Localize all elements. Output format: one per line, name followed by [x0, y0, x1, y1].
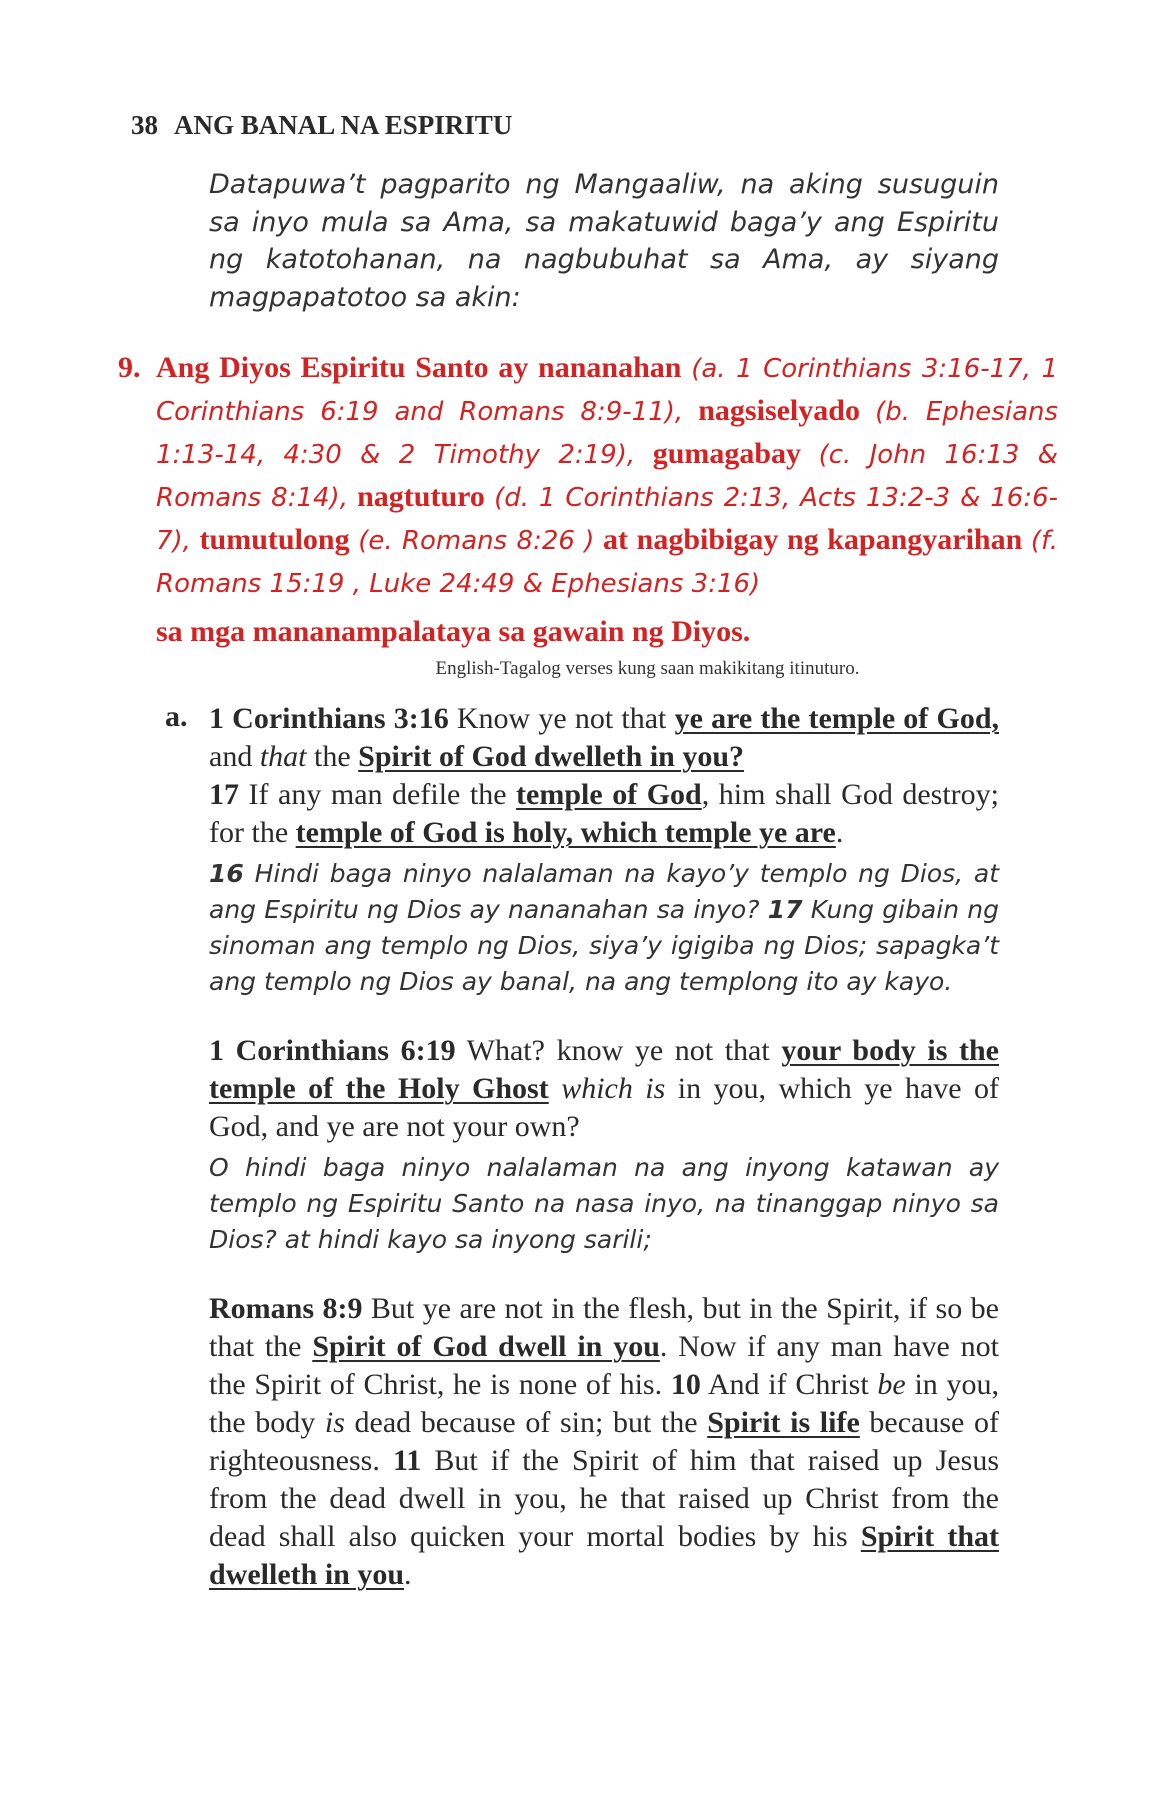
chapter-title: ANG BANAL NA ESPIRITU	[174, 110, 513, 140]
english-verse	[209, 1032, 999, 1146]
english-verse	[209, 1290, 999, 1594]
sub-label: a.	[165, 700, 188, 733]
verse-text: Know ye not that	[448, 702, 675, 735]
point-reference: (b. Ephesians 1:13-14, 4:30 & 2 Timothy 2:19),	[156, 397, 1059, 470]
verse-text: And if Christ	[700, 1368, 878, 1401]
verse-ref: 1 Corinthians 3:16	[209, 702, 449, 735]
italic-word: that	[259, 740, 307, 773]
point-number: 9.	[118, 351, 141, 384]
point-phrase: nagsiselyado	[698, 394, 860, 427]
point-phrase: at nagbibigay ng kapangyarihan	[603, 523, 1023, 556]
verse-text: If any man defile the	[239, 778, 517, 811]
emphasis: Spirit of God dwelleth in you?	[358, 740, 745, 773]
point-reference: (e. Romans 8:26 )	[358, 526, 595, 556]
verse-text: Kung gibain ng sinoman ang templo ng Dios, siya’y igigiba ng Dios; sapagka’t ang templo ng Dios ay banal, na ang templong ito ay kayo.	[209, 895, 999, 996]
verse-number: 10	[670, 1368, 701, 1401]
verse-block-b	[209, 1032, 999, 1258]
point-reference: (f. Romans 15:19 , Luke 24:49 & Ephesians 3:16)	[156, 526, 1058, 599]
point-phrase: Ang Diyos Espiritu Santo ay nananahan	[156, 351, 682, 384]
intro-quote: Datapuwa’t pagparito ng Mangaaliw, na aking susuguin sa inyo mula sa Ama, sa makatuwid baga’y ang Espiritu ng katotohanan, na nagbubuhat sa Ama, ay siyang magpapatotoo sa akin:	[209, 169, 999, 313]
verse-ref: Romans 8:9	[209, 1292, 363, 1325]
verse-text: .	[404, 1558, 412, 1591]
verse-text: and	[209, 740, 260, 773]
verse-text: . Now if any man have not the Spirit of Christ, he is none of his.	[209, 1330, 999, 1401]
emphasis: temple of God	[516, 778, 702, 811]
tagalog-verse	[209, 856, 999, 1000]
page-number: 38	[131, 110, 158, 140]
verse-text: But if the Spirit of him that raised up Jesus from the dead dwell in you, he that raised up Christ from the dead shall also quicken your mortal bodies by his	[209, 1444, 999, 1553]
point-phrase: nagtuturo	[357, 480, 485, 513]
emphasis: ye are the temple of God,	[674, 702, 999, 735]
emphasis: Spirit of God dwell in you	[312, 1330, 660, 1363]
english-verse	[209, 700, 999, 852]
emphasis: Spirit that dwelleth in you	[209, 1520, 999, 1591]
verse-block-a	[165, 700, 999, 1000]
verses	[165, 700, 1000, 1594]
verse-text: in you, which ye have of God, and ye are not your own?	[209, 1072, 1000, 1143]
italic-word: which is	[561, 1072, 666, 1105]
verse-text: because of righteousness.	[209, 1406, 999, 1477]
italic-word: is	[324, 1406, 345, 1439]
verse-text: in you, the body	[209, 1368, 999, 1439]
verse-text: .	[835, 816, 844, 849]
verse-number: 16	[209, 859, 244, 888]
point-reference: (a. 1 Corinthians 3:16-17, 1 Corinthians 6:19 and Romans 8:9-11),	[156, 354, 1059, 427]
verse-text: dead because of sin; but the	[344, 1406, 708, 1439]
point-reference: (d. 1 Corinthians 2:13, Acts 13:2-3 & 16:6-7),	[156, 483, 1059, 556]
verse-text: , him shall God destroy; for the	[209, 778, 999, 849]
point-phrase: tumutulong	[199, 523, 350, 556]
verse-block-c	[209, 1290, 999, 1594]
verse-text	[549, 1072, 561, 1105]
emphasis: your body is the temple of the Holy Ghost	[209, 1034, 1000, 1105]
point-phrase-final: sa mga mananampalataya sa gawain ng Diyos.	[156, 615, 751, 648]
verse-number: 17	[767, 895, 803, 924]
point-phrase: gumagabay	[652, 437, 802, 470]
verse-text: the	[306, 740, 359, 773]
verse-text: What? know ye not that	[455, 1034, 782, 1067]
point-reference: (c. John 16:13 & Romans 8:14),	[156, 440, 1059, 513]
point-text	[156, 347, 1058, 605]
point-9	[118, 347, 1058, 653]
verse-number: 17	[209, 778, 239, 811]
emphasis: temple of God is holy, which temple ye are	[295, 816, 836, 849]
running-header	[131, 110, 512, 141]
emphasis: Spirit is life	[707, 1406, 860, 1439]
verse-ref: 1 Corinthians 6:19	[209, 1034, 456, 1067]
verses-note: English-Tagalog verses kung saan makikitang itinuturo.	[435, 658, 860, 679]
verse-text: But ye are not in the flesh, but in the Spirit, if so be that the	[209, 1292, 1000, 1363]
tagalog-verse: O hindi baga ninyo nalalaman na ang inyong katawan ay templo ng Espiritu Santo na nasa inyo, na tinanggap ninyo sa Dios? at hindi kayo sa inyong sarili;	[209, 1153, 999, 1254]
italic-word: be	[877, 1368, 906, 1401]
verse-number: 11	[392, 1444, 422, 1477]
verse-text: Hindi baga ninyo nalalaman na kayo’y templo ng Dios, at ang Espiritu ng Dios ay nananahan sa inyo?	[209, 859, 999, 924]
